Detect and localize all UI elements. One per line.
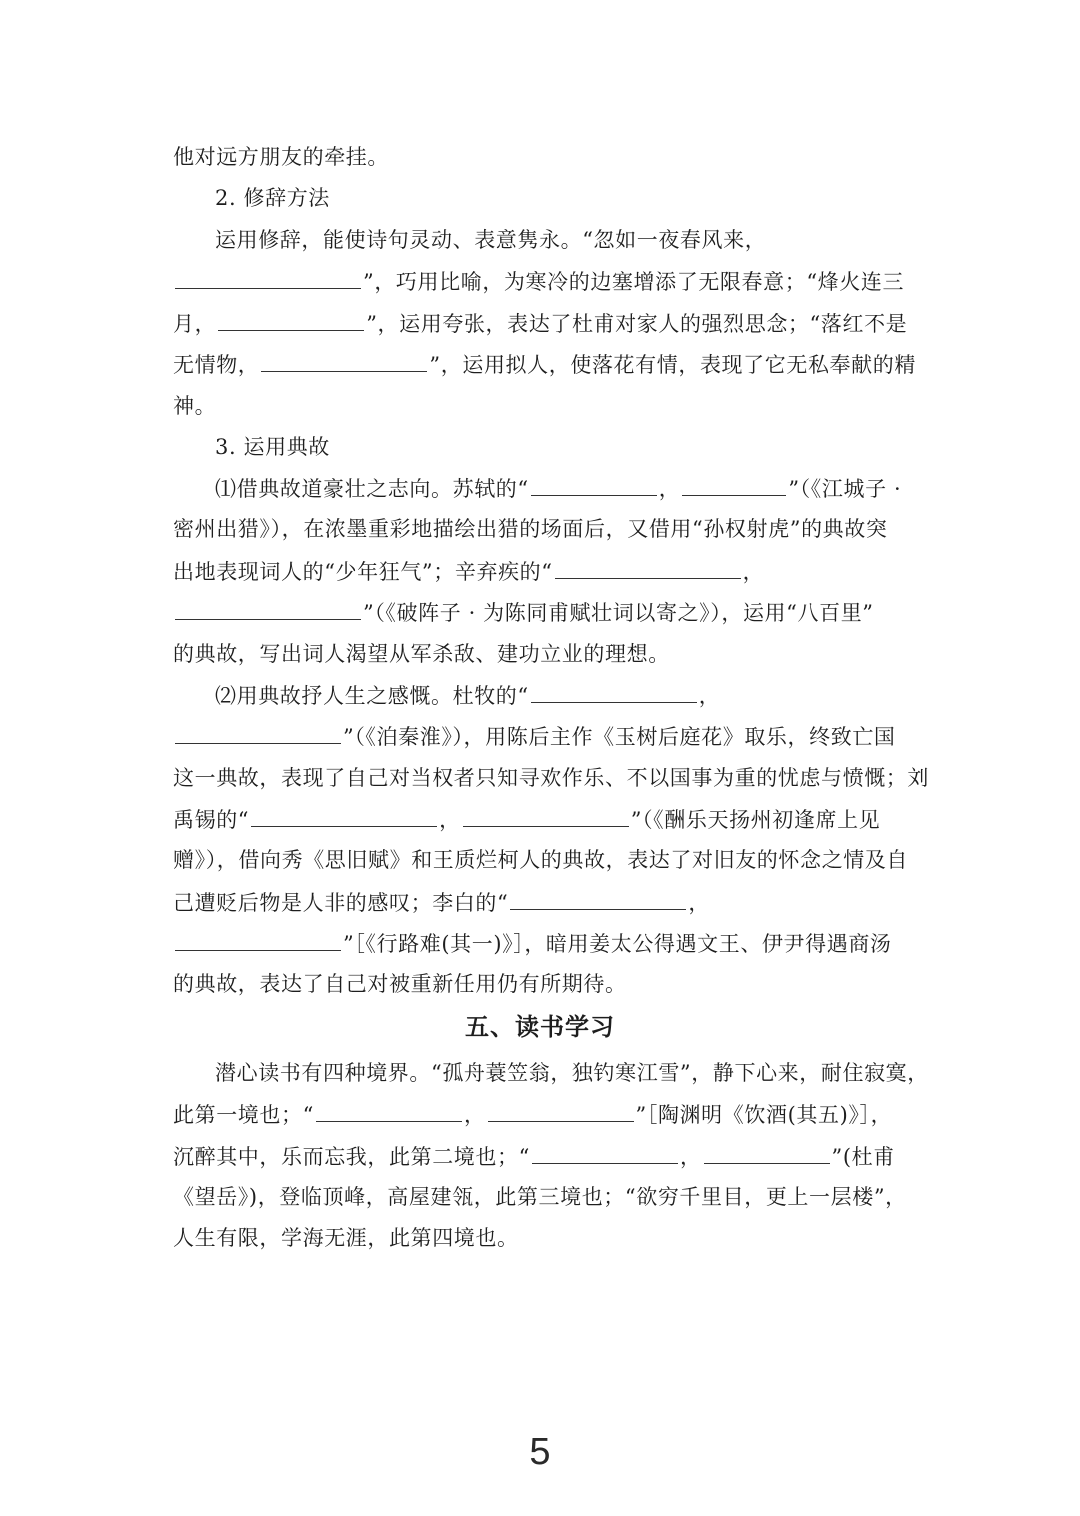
text: ”(杜甫 [831,1145,895,1169]
text-line [173,142,913,172]
text-line [173,1223,913,1253]
text-line [215,680,913,710]
text: ”［陶渊明《饮酒(其五)》］， [635,1103,893,1127]
fill-blank[interactable] [463,804,629,827]
text-line [173,514,913,544]
fill-blank[interactable] [218,308,364,331]
text: 3. 运用典故 [215,435,330,459]
text: ”（《破阵子 · 为陈同甫赋壮词以寄之》），运用“八百里” [363,601,874,625]
heading-rhetoric [215,183,913,213]
text: 这一典故，表现了自己对当权者只知寻欢作乐、不以国事为重的忧虑与愤慨；刘 [173,766,929,790]
text: ， [688,891,710,915]
text: ， [463,1103,486,1127]
text: ， [439,808,461,832]
text: 的典故，表达了自己对被重新任用仍有所期待。 [173,972,627,996]
text-line [215,473,913,503]
fill-blank[interactable] [531,473,657,496]
text: 他对远方朋友的牵挂。 [173,145,389,169]
text: 密州出猎》），在浓墨重彩地描绘出猎的场面后，又借用“孙权射虎”的典故突 [173,517,888,541]
text: ⑴借典故道豪壮之志向。苏轼的“ [215,477,529,501]
text: 月， [173,312,217,336]
text: ”（《泊秦淮》），用陈后主作《玉树后庭花》取乐，终致亡国 [343,725,896,749]
text: 无情物， [173,353,260,377]
fill-blank[interactable] [261,349,427,372]
text-line [173,1099,913,1129]
text-line [173,308,913,338]
text: ， [679,1145,702,1169]
text: 赠》），借向秀《思旧赋》和王质烂柯人的典故，表达了对旧友的怀念之情及自 [173,848,908,872]
fill-blank[interactable] [316,1099,462,1122]
fill-blank[interactable] [175,721,341,744]
text-line [173,1182,913,1212]
text: 2. 修辞方法 [215,186,330,210]
section-title: 五、读书学习 [465,1013,615,1041]
text: 沉醉其中，乐而忘我，此第二境也；“ [173,1145,530,1169]
text-line [173,639,913,669]
text-line [173,1141,913,1171]
text-line [173,928,913,958]
text: ”［《行路难(其一)》］，暗用姜太公得遇文王、伊尹得遇商汤 [343,932,892,956]
fill-blank[interactable] [488,1099,634,1122]
text: 《望岳》)，登临顶峰，高屋建瓴，此第三境也；“欲穷千里目，更上一层楼”， [173,1185,907,1209]
fill-blank[interactable] [704,1141,830,1164]
text-line [173,845,913,875]
text-line [173,969,913,999]
text: 人生有限，学海无涯，此第四境也。 [173,1226,519,1250]
text-line [215,225,913,255]
fill-blank[interactable] [175,597,361,620]
text: 出地表现词人的“少年狂气”；辛弃疾的“ [173,560,553,584]
text-line [215,1058,929,1088]
heading-allusion [215,432,913,462]
text-line [173,763,929,793]
text: ”，运用拟人，使落花有情，表现了它无私奉献的精 [429,353,916,377]
text: ， [698,684,721,708]
text: 禹锡的“ [173,808,250,832]
text: 的典故，写出词人渴望从军杀敌、建功立业的理想。 [173,642,670,666]
fill-blank[interactable] [251,804,437,827]
text: ”（《江城子 · [788,477,902,501]
text: ”，巧用比喻，为寒冷的边塞增添了无限春意；“烽火连三 [363,270,905,294]
fill-blank[interactable] [682,473,786,496]
text: 此第一境也；“ [173,1103,314,1127]
text: 运用修辞，能使诗句灵动、表意隽永。“忽如一夜春风来， [215,228,767,252]
text-line [173,349,916,379]
text: ⑵用典故抒人生之感慨。杜牧的“ [215,684,529,708]
text: 神。 [173,394,217,418]
fill-blank[interactable] [531,680,697,703]
text: ”，运用夸张，表达了杜甫对家人的强烈思念；“落红不是 [366,312,908,336]
text-line [173,556,913,586]
text: 潜心读书有四种境界。“孤舟蓑笠翁，独钓寒江雪”，静下心来，耐住寂寞， [215,1061,929,1085]
text-line [173,391,913,421]
text-line [173,266,913,296]
text: ， [742,560,765,584]
text: ， [658,477,681,501]
page-number: 5 [529,1431,551,1473]
text-line [173,887,913,917]
fill-blank[interactable] [555,556,741,579]
fill-blank[interactable] [510,887,686,910]
text: 己遭贬后物是人非的感叹；李白的“ [173,891,509,915]
text-line [173,721,913,751]
text-line [173,804,913,834]
fill-blank[interactable] [532,1141,678,1164]
text-line [173,597,913,627]
fill-blank[interactable] [175,928,341,951]
fill-blank[interactable] [175,266,361,289]
text: ”（《酬乐天扬州初逢席上见 [630,808,881,832]
